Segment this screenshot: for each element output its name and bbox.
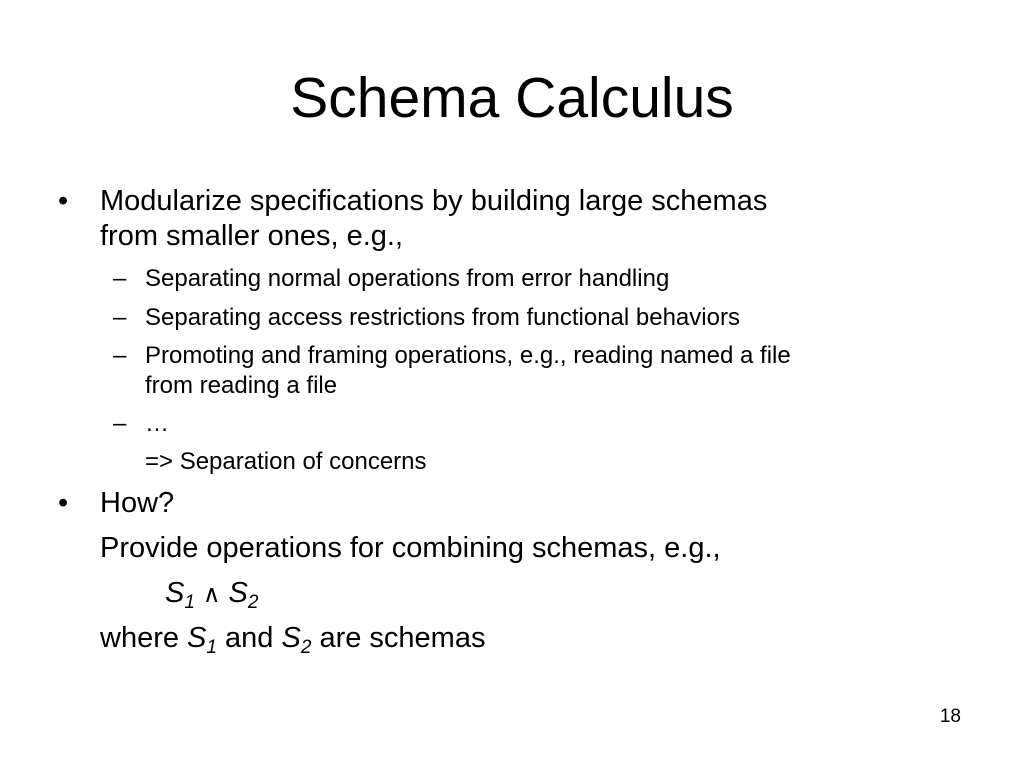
sub-bullet-1: Separating normal operations from error handling <box>145 265 670 292</box>
where-line <box>100 622 486 658</box>
where-suffix: are schemas <box>311 622 486 654</box>
formula <box>165 577 258 611</box>
where-sub-1: 1 <box>206 637 217 658</box>
bullet-2-text: How? <box>100 487 175 519</box>
sub-bullet-3-line-2: from reading a file <box>145 372 338 399</box>
formula-right-sub: 2 <box>247 592 259 613</box>
sub-bullet-marker: – <box>113 342 127 369</box>
bullet-1-line-1: Modularize specifications by building large schemas <box>100 185 768 217</box>
sub-bullet-2: Separating access restrictions from functional behaviors <box>145 304 740 331</box>
formula-left-var: S <box>165 577 185 609</box>
bullet-marker: • <box>58 487 69 519</box>
sub-bullet-marker: – <box>113 265 127 292</box>
where-prefix: where <box>100 622 188 654</box>
sub-bullet-marker: – <box>113 304 127 331</box>
page-number: 18 <box>939 706 961 727</box>
slide-title: Schema Calculus <box>290 66 734 130</box>
sub-bullet-4: … <box>145 410 169 437</box>
where-middle: and <box>216 622 282 654</box>
where-sub-2: 2 <box>300 637 312 658</box>
conclusion-text: => Separation of concerns <box>145 448 427 475</box>
formula-right-var: S <box>228 577 248 609</box>
sub-bullet-3-line-1: Promoting and framing operations, e.g., reading named a file <box>145 342 791 369</box>
bullet-marker: • <box>58 185 69 217</box>
where-var-1: S <box>187 622 207 654</box>
how-description: Provide operations for combining schemas, e.g., <box>100 532 721 564</box>
where-var-2: S <box>281 622 301 654</box>
sub-bullet-marker: – <box>113 410 127 437</box>
formula-operator: ∧ <box>202 581 221 608</box>
formula-left-sub: 1 <box>184 592 195 613</box>
bullet-1-line-2: from smaller ones, e.g., <box>100 220 403 252</box>
